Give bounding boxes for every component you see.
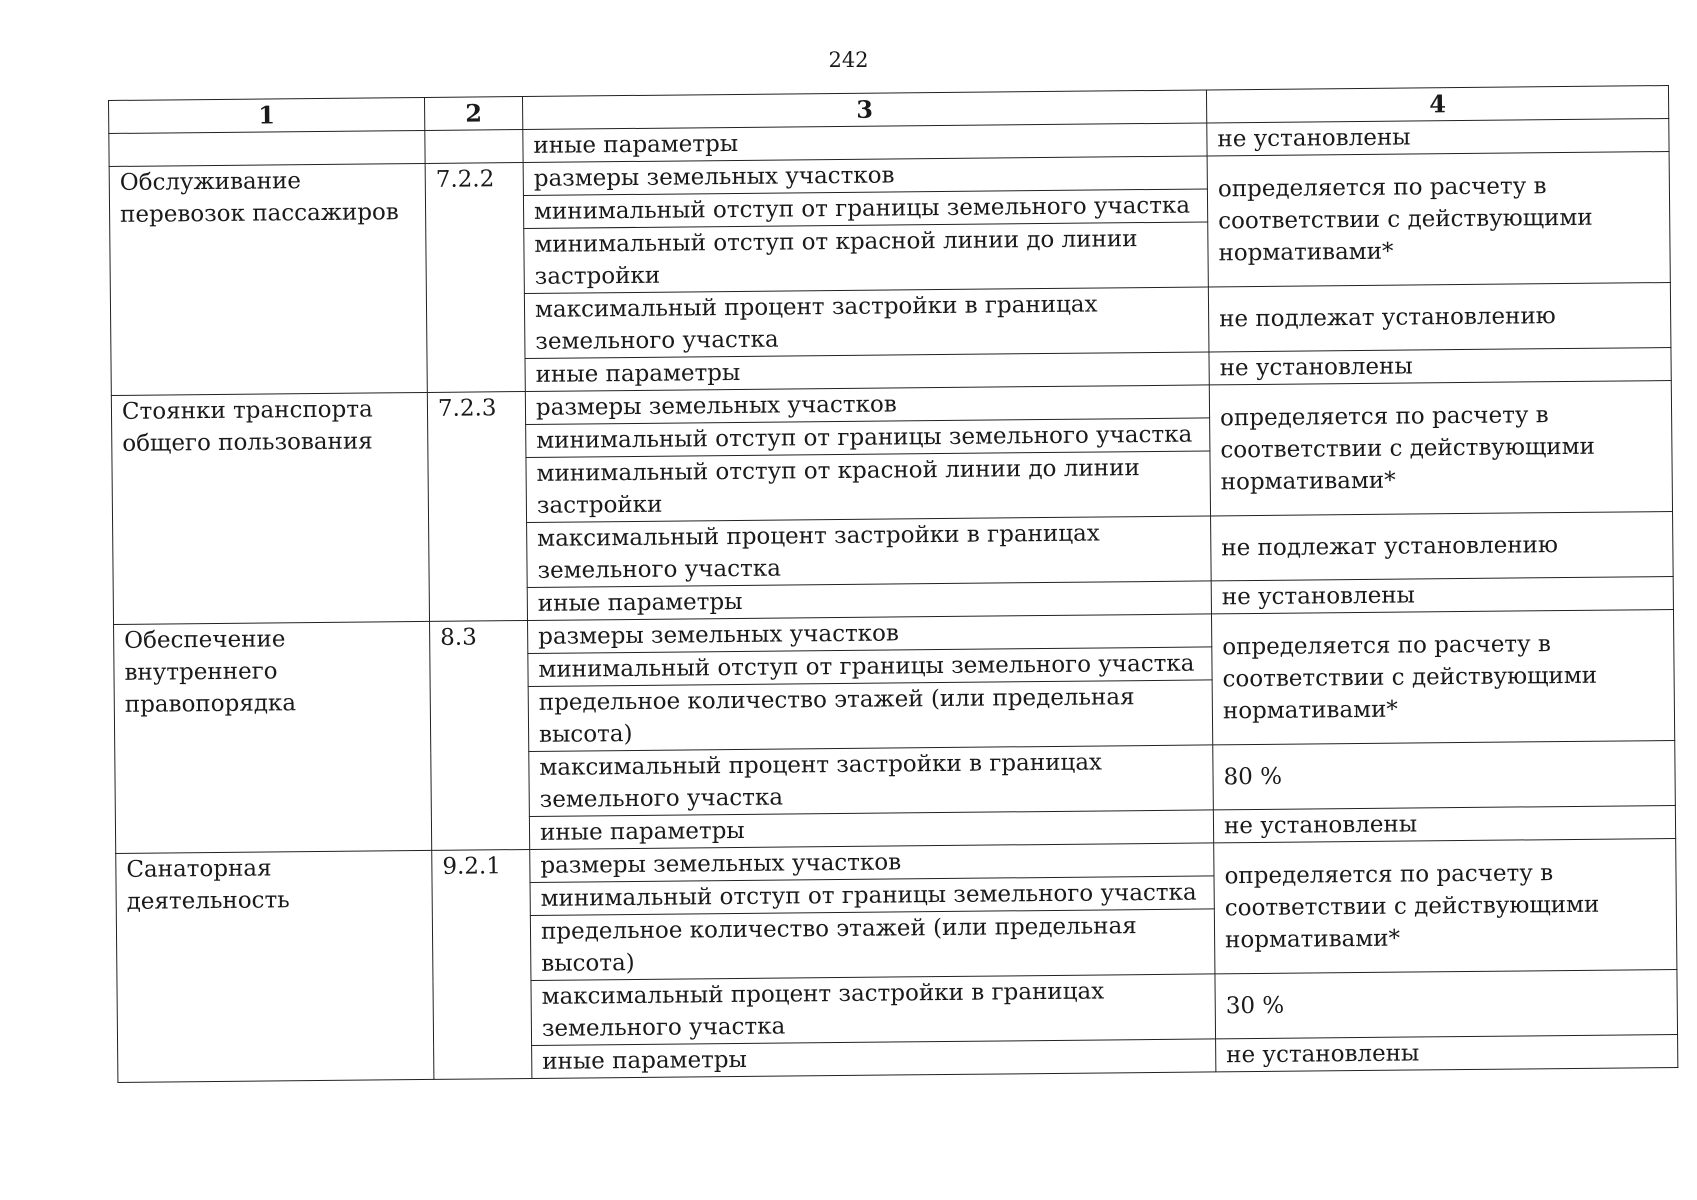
value-cell: 80 % [1213, 740, 1676, 809]
param-cell: размеры земельных участков [523, 156, 1207, 196]
value-cell: определяется по расчету в соответствии с действующими нормативами* [1211, 609, 1674, 744]
param-cell: размеры земельных участков [530, 843, 1214, 883]
header-col-4: 4 [1206, 86, 1668, 123]
use-name-cell [109, 130, 425, 166]
value-cell: определяется по расчету в соответствии с действующими нормативами* [1214, 838, 1677, 973]
use-name-cell: Обеспечение внутреннего правопорядка [114, 621, 432, 853]
param-cell: предельное количество этажей (или предельная высота) [530, 909, 1215, 981]
use-name-cell: Обслуживание перевозок пассажиров [109, 163, 427, 395]
param-cell: максимальный процент застройки в границах земельного участка [524, 287, 1209, 359]
param-cell: минимальный отступ от границы земельного участка [528, 647, 1212, 687]
param-cell: минимальный отступ от границы земельного участка [530, 876, 1214, 916]
param-cell: иные параметры [525, 352, 1209, 392]
value-cell: не подлежат установлению [1208, 283, 1671, 352]
param-cell: размеры земельных участков [528, 614, 1212, 654]
param-cell: предельное количество этажей (или предельная высота) [528, 680, 1213, 752]
table-container [108, 85, 1678, 1083]
header-col-1: 1 [109, 97, 425, 133]
param-cell: минимальный отступ от границы земельного участка [523, 189, 1207, 229]
param-cell: минимальный отступ от красной линии до линии застройки [526, 451, 1211, 523]
value-cell: 30 % [1215, 969, 1678, 1038]
param-cell: иные параметры [523, 123, 1207, 163]
param-cell: максимальный процент застройки в границах земельного участка [531, 974, 1216, 1046]
param-cell: иные параметры [529, 810, 1213, 850]
value-cell: определяется по расчету в соответствии с действующими нормативами* [1207, 152, 1670, 287]
use-code-cell: 8.3 [430, 620, 530, 850]
use-code-cell: 7.2.3 [427, 392, 527, 622]
use-code-cell: 9.2.1 [432, 849, 532, 1079]
header-col-2: 2 [424, 97, 522, 131]
header-col-3: 3 [522, 90, 1206, 130]
param-cell: размеры земельных участков [525, 385, 1209, 425]
value-cell: определяется по расчету в соответствии с действующими нормативами* [1209, 381, 1672, 516]
page-number: 242 [828, 48, 869, 72]
regulations-table [108, 85, 1678, 1083]
use-code-cell [425, 130, 523, 164]
value-cell: не подлежат установлению [1211, 512, 1674, 581]
value-cell: не установлены [1216, 1034, 1678, 1071]
param-cell: иные параметры [527, 581, 1211, 621]
param-cell: минимальный отступ от границы земельного участка [526, 418, 1210, 458]
param-cell: минимальный отступ от красной линии до линии застройки [524, 222, 1209, 294]
param-cell: максимальный процент застройки в границах земельного участка [529, 745, 1214, 817]
use-code-cell: 7.2.2 [425, 163, 525, 393]
use-name-cell: Стоянки транспорта общего пользования [111, 392, 429, 624]
param-cell: максимальный процент застройки в границах земельного участка [527, 516, 1212, 588]
value-cell: не установлены [1211, 576, 1673, 613]
value-cell: не установлены [1209, 348, 1671, 385]
value-cell: не установлены [1207, 119, 1669, 156]
value-cell: не установлены [1213, 805, 1675, 842]
param-cell: иные параметры [532, 1039, 1216, 1079]
use-name-cell: Санаторная деятельность [116, 850, 434, 1082]
